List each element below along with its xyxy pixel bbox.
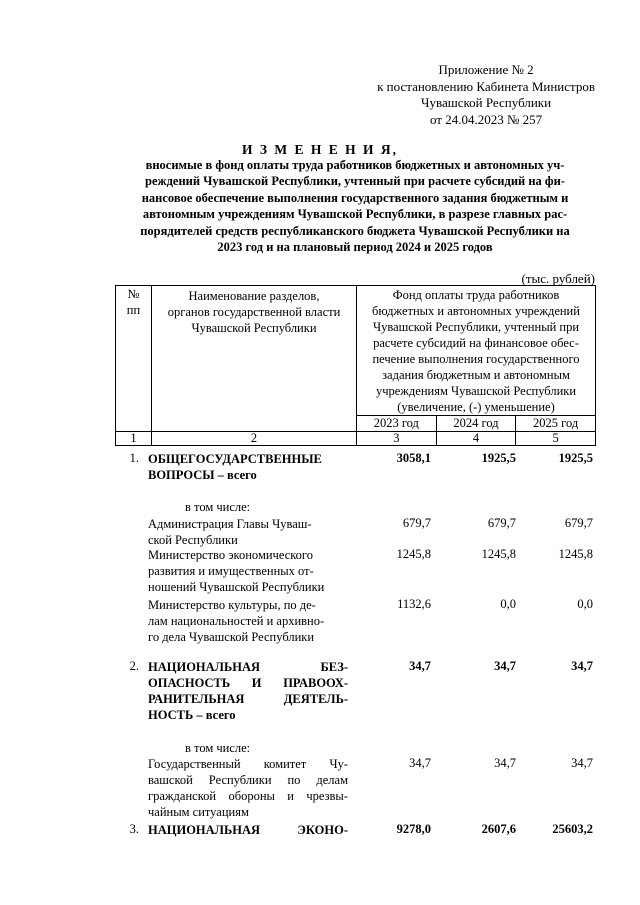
appendix-line-1: Приложение № 2: [438, 62, 534, 77]
row-name-line: Государственный комитет Чу-: [148, 757, 348, 771]
header-fund: [357, 286, 596, 416]
row-name-line: гражданской обороны и чрезвы-: [148, 789, 348, 803]
header-year-2025: 2025 год: [516, 416, 596, 432]
header-fund-line: Чувашской Республики, учтенный при: [372, 320, 580, 334]
value-2024: 0,0: [500, 597, 516, 611]
row-name-line: ОПАСНОСТЬ И ПРАВООХ-: [148, 676, 348, 690]
subtitle-line: реждений Чувашской Республики, учтенный при расчете субсидий на фи-: [145, 174, 565, 189]
header-name: [152, 286, 357, 432]
value-2023: 3058,1: [396, 451, 431, 465]
header-name-line: Чувашской Республики: [191, 321, 317, 335]
column-index: 4: [436, 432, 516, 446]
value-2025: 0,0: [577, 597, 593, 611]
value-2023: 9278,0: [396, 822, 431, 836]
row-name-line: развития и имущественных от-: [148, 564, 314, 578]
header-year-2024: 2024 год: [436, 416, 516, 432]
column-index: 5: [516, 432, 596, 446]
header-fund-line: печение выполнения государственного: [372, 352, 580, 366]
appendix-line-4: от 24.04.2023 № 257: [429, 111, 543, 127]
value-2023: 1245,8: [396, 547, 431, 561]
header-number: [116, 286, 152, 432]
row-name-line: чайным ситуациям: [148, 805, 249, 819]
value-2023: 34,7: [409, 659, 431, 673]
row-name-line: лам национальностей и архивно-: [148, 614, 325, 628]
value-2025: 34,7: [571, 756, 593, 770]
document-subtitle: [116, 157, 594, 255]
value-2024: 34,7: [494, 756, 516, 770]
row-name-line: НОСТЬ – всего: [148, 708, 236, 722]
appendix-block: [377, 62, 595, 128]
value-2023: 34,7: [409, 756, 431, 770]
row-name: [148, 451, 348, 483]
including-label: в том числе:: [185, 500, 251, 514]
including-label: в том числе:: [185, 741, 251, 755]
subtitle-line: 2023 год и на плановый период 2024 и 2025 годов: [217, 240, 493, 255]
row-name: [148, 597, 348, 645]
row-name-line: ОБЩЕГОСУДАРСТВЕННЫЕ: [148, 452, 322, 466]
header-fund-line: задания бюджетным и автономным: [382, 368, 570, 382]
value-2025: 1925,5: [558, 451, 593, 465]
row-name-line: НАЦИОНАЛЬНАЯ ЭКОНО-: [148, 823, 348, 837]
value-2024: 679,7: [487, 516, 516, 530]
header-number-line: пп: [126, 303, 141, 317]
value-2023: 1132,6: [397, 597, 431, 611]
value-2025: 679,7: [564, 516, 593, 530]
header-fund-line: Фонд оплаты труда работников: [392, 288, 560, 302]
units-label: (тыс. рублей): [521, 271, 595, 286]
table-header: [115, 285, 596, 446]
row-name-line: вашской Республики по делам: [148, 773, 348, 787]
column-index: 2: [152, 432, 357, 446]
header-number-line: №: [127, 287, 140, 301]
value-2024: 34,7: [494, 659, 516, 673]
appendix-line-3: Чувашской Республики: [421, 95, 552, 110]
row-name-line: ВОПРОСЫ – всего: [148, 468, 257, 482]
row-name: [148, 516, 348, 548]
header-fund-line: учреждениям Чувашской Республики: [375, 384, 577, 398]
row-name-line: ской Республики: [148, 533, 238, 547]
row-number: 1.: [129, 451, 139, 465]
row-name: [148, 659, 348, 723]
row-name-line: Администрация Главы Чуваш-: [148, 517, 312, 531]
value-2024: 1245,8: [481, 547, 516, 561]
column-index: 3: [357, 432, 437, 446]
header-fund-line: расчете субсидий на финансовое обес-: [373, 336, 579, 350]
value-2024: 2607,6: [481, 822, 516, 836]
row-name-line: ношений Чувашской Республики: [148, 580, 325, 594]
row-name: [148, 756, 348, 820]
row-name-line: Министерство экономического: [148, 548, 313, 562]
row-name-line: Министерство культуры, по де-: [148, 598, 316, 612]
row-number: 2.: [129, 659, 139, 673]
row-name: [148, 822, 348, 838]
subtitle-line: нансовое обеспечение выполнения государственного задания бюджетным и: [141, 190, 569, 205]
header-name-line: органов государственной власти: [167, 305, 341, 319]
row-number: 3.: [129, 822, 139, 836]
value-2025: 25603,2: [552, 822, 593, 836]
value-2025: 34,7: [571, 659, 593, 673]
value-2024: 1925,5: [481, 451, 516, 465]
appendix-line-2: к постановлению Кабинета Министров: [377, 78, 595, 94]
subtitle-line: вносимые в фонд оплаты труда работников бюджетных и автономных уч-: [145, 158, 565, 172]
row-name-line: НАЦИОНАЛЬНАЯ БЕЗ-: [148, 660, 348, 674]
value-2023: 679,7: [402, 516, 431, 530]
header-fund-line: (увеличение, (-) уменьшение): [397, 400, 555, 414]
header-name-line: Наименование разделов,: [188, 289, 320, 303]
document-title: И З М Е Н Е Н И Я,: [241, 142, 398, 157]
subtitle-line: порядителей средств республиканского бюджета Чувашской Республики на: [140, 223, 570, 238]
column-index: 1: [116, 432, 152, 446]
header-fund-line: бюджетных и автономных учреждений: [372, 304, 580, 318]
header-year-2023: 2023 год: [357, 416, 437, 432]
row-name-line: го дела Чувашской Республики: [148, 630, 315, 644]
subtitle-line: автономным учреждениям Чувашской Республики, в разрезе главных рас-: [142, 207, 568, 222]
row-name: [148, 547, 348, 595]
value-2025: 1245,8: [558, 547, 593, 561]
row-name-line: РАНИТЕЛЬНАЯ ДЕЯТЕЛЬ-: [148, 692, 348, 706]
